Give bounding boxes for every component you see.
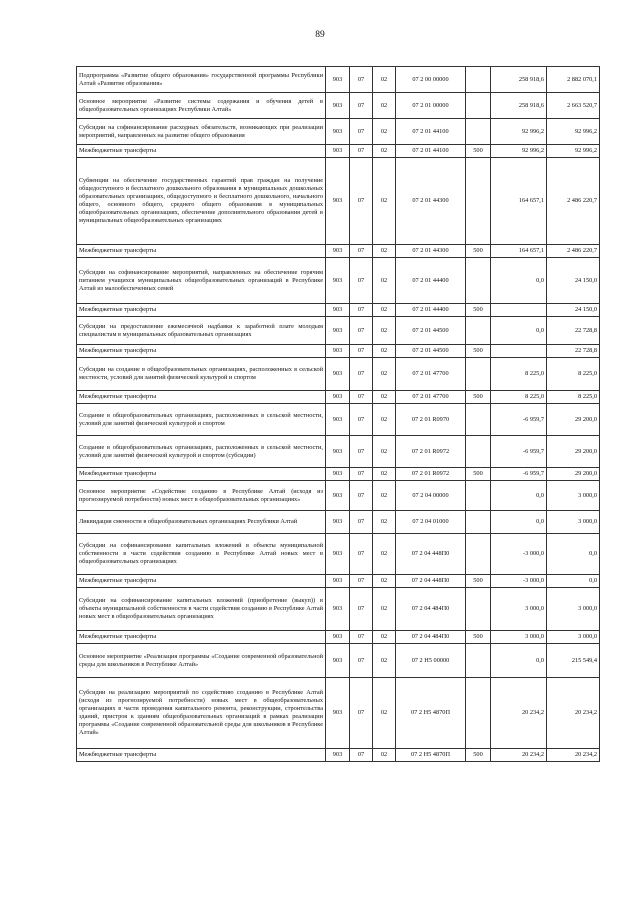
row-amount-total-cell: 2 882 070,1	[547, 67, 600, 93]
table-row	[77, 258, 600, 304]
table-row	[77, 678, 600, 749]
row-target-article-cell: 07 2 04 448П0	[396, 534, 466, 575]
row-subsection-cell: 02	[373, 317, 396, 345]
table-row	[77, 67, 600, 93]
row-subsection-cell: 02	[373, 245, 396, 258]
row-expense-type-cell	[466, 358, 491, 391]
row-expense-type-cell	[466, 644, 491, 678]
row-amount-total-cell: 29 200,0	[547, 436, 600, 468]
row-amount-change-cell: 20 234,2	[491, 749, 547, 762]
row-amount-change-cell	[491, 345, 547, 358]
row-admin-code-cell: 903	[326, 575, 350, 588]
row-subsection-cell: 02	[373, 749, 396, 762]
row-amount-change-cell: -3 000,0	[491, 534, 547, 575]
row-target-article-cell: 07 2 04 01000	[396, 511, 466, 534]
row-admin-code-cell: 903	[326, 358, 350, 391]
table-row	[77, 749, 600, 762]
table-row	[77, 317, 600, 345]
row-amount-total-cell: 2 486 220,7	[547, 158, 600, 245]
table-row	[77, 631, 600, 644]
row-admin-code-cell: 903	[326, 511, 350, 534]
row-amount-total-cell: 215 549,4	[547, 644, 600, 678]
row-subsection-cell: 02	[373, 534, 396, 575]
row-amount-total-cell: 8 225,0	[547, 391, 600, 404]
table-row	[77, 436, 600, 468]
row-section-cell: 07	[350, 93, 373, 119]
row-expense-type-cell	[466, 588, 491, 631]
row-name-cell: Субсидии на софинансирование расходных обязательств, возникающих при реализации мероприятий, направленных на развитие общего образования	[77, 119, 326, 145]
table-row	[77, 511, 600, 534]
row-expense-type-cell	[466, 67, 491, 93]
row-admin-code-cell: 903	[326, 258, 350, 304]
row-amount-change-cell: -6 959,7	[491, 468, 547, 481]
row-target-article-cell: 07 2 01 44300	[396, 245, 466, 258]
row-section-cell: 07	[350, 67, 373, 93]
table-body	[77, 67, 600, 762]
table-row	[77, 245, 600, 258]
row-section-cell: 07	[350, 145, 373, 158]
row-name-cell: Межбюджетные трансферты	[77, 468, 326, 481]
row-name-cell: Межбюджетные трансферты	[77, 245, 326, 258]
row-section-cell: 07	[350, 258, 373, 304]
row-amount-change-cell: 258 918,6	[491, 67, 547, 93]
row-section-cell: 07	[350, 588, 373, 631]
row-section-cell: 07	[350, 345, 373, 358]
row-subsection-cell: 02	[373, 345, 396, 358]
row-admin-code-cell: 903	[326, 644, 350, 678]
row-amount-change-cell: 0,0	[491, 511, 547, 534]
row-admin-code-cell: 903	[326, 468, 350, 481]
row-expense-type-cell: 500	[466, 245, 491, 258]
row-target-article-cell: 07 2 01 44400	[396, 258, 466, 304]
table-row	[77, 119, 600, 145]
row-name-cell: Создание в общеобразовательных организациях, расположенных в сельской местности, условий для занятий физической культурой и спортом (субсидии)	[77, 436, 326, 468]
row-admin-code-cell: 903	[326, 391, 350, 404]
row-expense-type-cell	[466, 93, 491, 119]
table-row	[77, 158, 600, 245]
row-name-cell: Межбюджетные трансферты	[77, 391, 326, 404]
row-target-article-cell: 07 2 01 00000	[396, 93, 466, 119]
row-target-article-cell: 07 2 Н5 00000	[396, 644, 466, 678]
row-expense-type-cell	[466, 119, 491, 145]
row-admin-code-cell: 903	[326, 317, 350, 345]
row-section-cell: 07	[350, 534, 373, 575]
row-expense-type-cell	[466, 258, 491, 304]
row-amount-total-cell: 92 996,2	[547, 119, 600, 145]
row-subsection-cell: 02	[373, 258, 396, 304]
row-admin-code-cell: 903	[326, 749, 350, 762]
table-row	[77, 391, 600, 404]
row-amount-total-cell: 3 000,0	[547, 481, 600, 511]
row-amount-change-cell: 8 225,0	[491, 358, 547, 391]
row-subsection-cell: 02	[373, 93, 396, 119]
row-expense-type-cell	[466, 511, 491, 534]
row-amount-change-cell: -3 000,0	[491, 575, 547, 588]
row-subsection-cell: 02	[373, 436, 396, 468]
row-expense-type-cell: 500	[466, 575, 491, 588]
row-section-cell: 07	[350, 391, 373, 404]
row-target-article-cell: 07 2 01 47700	[396, 391, 466, 404]
row-expense-type-cell	[466, 436, 491, 468]
row-name-cell: Субсидии на реализацию мероприятий по содействию созданию в Республике Алтай (исходя из прогнозируемой потребности) новых мест в общеобразовательных организациях в части проведения капитального ремонта, реконструкции, строительства зданий, пристроя к зданиям общеобразовательных организаций в рамках реализации программы «Создание современной образовательной среды для школьников в Республике Алтай»	[77, 678, 326, 749]
row-amount-change-cell: 0,0	[491, 258, 547, 304]
row-section-cell: 07	[350, 644, 373, 678]
row-name-cell: Субсидии на софинансирование капитальных вложений (приобретение (выкуп)) в объекты муниципальной собственности в части содействия созданию в Республике Алтай новых мест в общеобразовательных организациях	[77, 588, 326, 631]
row-target-article-cell: 07 2 01 R0970	[396, 404, 466, 436]
row-amount-change-cell: -6 959,7	[491, 436, 547, 468]
table-row	[77, 481, 600, 511]
row-name-cell: Межбюджетные трансферты	[77, 631, 326, 644]
row-admin-code-cell: 903	[326, 631, 350, 644]
row-admin-code-cell: 903	[326, 404, 350, 436]
row-amount-total-cell: 0,0	[547, 534, 600, 575]
row-name-cell: Межбюджетные трансферты	[77, 575, 326, 588]
row-amount-change-cell: 3 000,0	[491, 631, 547, 644]
row-section-cell: 07	[350, 245, 373, 258]
row-subsection-cell: 02	[373, 481, 396, 511]
row-target-article-cell: 07 2 Н5 4870П	[396, 749, 466, 762]
row-name-cell: Субсидии на создание в общеобразовательных организациях, расположенных в сельской местности, условий для занятий физической культурой и спортом	[77, 358, 326, 391]
row-amount-change-cell: 3 000,0	[491, 588, 547, 631]
row-amount-change-cell: 0,0	[491, 481, 547, 511]
row-expense-type-cell	[466, 404, 491, 436]
row-section-cell: 07	[350, 358, 373, 391]
row-name-cell: Подпрограмма «Развитие общего образования» государственной программы Республики Алтай «Развитие образования»	[77, 67, 326, 93]
row-amount-total-cell: 3 000,0	[547, 511, 600, 534]
row-subsection-cell: 02	[373, 575, 396, 588]
row-target-article-cell: 07 2 00 00000	[396, 67, 466, 93]
row-admin-code-cell: 903	[326, 145, 350, 158]
row-admin-code-cell: 903	[326, 245, 350, 258]
row-subsection-cell: 02	[373, 67, 396, 93]
row-target-article-cell: 07 2 01 47700	[396, 358, 466, 391]
row-admin-code-cell: 903	[326, 588, 350, 631]
row-section-cell: 07	[350, 575, 373, 588]
row-subsection-cell: 02	[373, 358, 396, 391]
row-admin-code-cell: 903	[326, 158, 350, 245]
row-target-article-cell: 07 2 01 44300	[396, 158, 466, 245]
row-section-cell: 07	[350, 631, 373, 644]
table-row	[77, 93, 600, 119]
row-amount-change-cell: 164 657,1	[491, 245, 547, 258]
table-row	[77, 404, 600, 436]
row-name-cell: Субсидии на предоставление ежемесячной надбавки к заработной плате молодым специалистам в муниципальных образовательных организациях	[77, 317, 326, 345]
row-amount-total-cell: 8 225,0	[547, 358, 600, 391]
row-amount-change-cell: 92 996,2	[491, 145, 547, 158]
row-subsection-cell: 02	[373, 145, 396, 158]
row-amount-change-cell: 20 234,2	[491, 678, 547, 749]
budget-table	[76, 66, 600, 762]
row-amount-change-cell: 92 996,2	[491, 119, 547, 145]
row-expense-type-cell	[466, 678, 491, 749]
row-expense-type-cell: 500	[466, 468, 491, 481]
table-row	[77, 145, 600, 158]
row-name-cell: Межбюджетные трансферты	[77, 304, 326, 317]
row-admin-code-cell: 903	[326, 534, 350, 575]
row-section-cell: 07	[350, 404, 373, 436]
row-subsection-cell: 02	[373, 678, 396, 749]
table-row	[77, 345, 600, 358]
row-name-cell: Субсидии на софинансирование капитальных вложений в объекты муниципальной собственности в части содействия созданию в Республике Алтай новых мест в общеобразовательных организациях	[77, 534, 326, 575]
row-expense-type-cell: 500	[466, 145, 491, 158]
row-expense-type-cell	[466, 481, 491, 511]
row-admin-code-cell: 903	[326, 67, 350, 93]
row-target-article-cell: 07 2 01 44100	[396, 145, 466, 158]
row-amount-total-cell: 20 234,2	[547, 678, 600, 749]
row-name-cell: Основное мероприятие «Содействие созданию в Республике Алтай (исходя из прогнозируемой потребности) новых мест в общеобразовательных организациях»	[77, 481, 326, 511]
row-target-article-cell: 07 2 01 44500	[396, 345, 466, 358]
row-section-cell: 07	[350, 158, 373, 245]
row-name-cell: Основное мероприятие «Реализация программы «Создание современной образовательной среды для школьников в Республике Алтай»	[77, 644, 326, 678]
row-subsection-cell: 02	[373, 304, 396, 317]
row-amount-total-cell: 20 234,2	[547, 749, 600, 762]
row-amount-change-cell: 0,0	[491, 317, 547, 345]
row-name-cell: Субсидии на софинансирование мероприятий, направленных на обеспечение горячим питанием учащихся муниципальных общеобразовательных организаций в Республике Алтай из малообеспеченных семей	[77, 258, 326, 304]
table-row	[77, 588, 600, 631]
row-target-article-cell: 07 2 04 484П0	[396, 588, 466, 631]
row-name-cell: Создание в общеобразовательных организациях, расположенных в сельской местности, условий для занятий физической культурой и спортом	[77, 404, 326, 436]
row-amount-total-cell: 29 200,0	[547, 404, 600, 436]
row-expense-type-cell	[466, 158, 491, 245]
row-section-cell: 07	[350, 317, 373, 345]
table-row	[77, 358, 600, 391]
table-row	[77, 468, 600, 481]
row-section-cell: 07	[350, 749, 373, 762]
row-target-article-cell: 07 2 01 R0972	[396, 436, 466, 468]
row-amount-total-cell: 2 486 220,7	[547, 245, 600, 258]
table-row	[77, 304, 600, 317]
row-amount-change-cell: 164 657,1	[491, 158, 547, 245]
row-expense-type-cell: 500	[466, 631, 491, 644]
table-row	[77, 534, 600, 575]
row-expense-type-cell	[466, 317, 491, 345]
row-subsection-cell: 02	[373, 588, 396, 631]
row-section-cell: 07	[350, 119, 373, 145]
row-expense-type-cell: 500	[466, 345, 491, 358]
row-amount-change-cell: 258 918,6	[491, 93, 547, 119]
row-section-cell: 07	[350, 304, 373, 317]
row-target-article-cell: 07 2 04 484П0	[396, 631, 466, 644]
row-admin-code-cell: 903	[326, 345, 350, 358]
row-amount-change-cell: 8 225,0	[491, 391, 547, 404]
row-subsection-cell: 02	[373, 119, 396, 145]
row-name-cell: Межбюджетные трансферты	[77, 749, 326, 762]
row-name-cell: Межбюджетные трансферты	[77, 145, 326, 158]
row-section-cell: 07	[350, 511, 373, 534]
row-amount-total-cell: 2 663 520,7	[547, 93, 600, 119]
row-subsection-cell: 02	[373, 644, 396, 678]
row-admin-code-cell: 903	[326, 678, 350, 749]
row-target-article-cell: 07 2 01 44100	[396, 119, 466, 145]
row-target-article-cell: 07 2 01 44400	[396, 304, 466, 317]
row-subsection-cell: 02	[373, 158, 396, 245]
row-amount-total-cell: 92 996,2	[547, 145, 600, 158]
row-amount-change-cell: 0,0	[491, 644, 547, 678]
row-admin-code-cell: 903	[326, 436, 350, 468]
table-row	[77, 644, 600, 678]
row-section-cell: 07	[350, 468, 373, 481]
row-expense-type-cell: 500	[466, 304, 491, 317]
row-amount-total-cell: 22 728,8	[547, 345, 600, 358]
row-admin-code-cell: 903	[326, 481, 350, 511]
row-amount-change-cell: -6 959,7	[491, 404, 547, 436]
row-expense-type-cell: 500	[466, 391, 491, 404]
row-amount-total-cell: 3 000,0	[547, 631, 600, 644]
table-row	[77, 575, 600, 588]
page-number: 89	[315, 30, 325, 40]
row-admin-code-cell: 903	[326, 93, 350, 119]
row-subsection-cell: 02	[373, 391, 396, 404]
row-name-cell: Межбюджетные трансферты	[77, 345, 326, 358]
row-admin-code-cell: 903	[326, 304, 350, 317]
row-target-article-cell: 07 2 Н5 4870П	[396, 678, 466, 749]
row-amount-total-cell: 3 000,0	[547, 588, 600, 631]
row-name-cell: Основное мероприятие «Развитие системы содержания и обучения детей в общеобразовательных организациях Республики Алтай»	[77, 93, 326, 119]
row-subsection-cell: 02	[373, 404, 396, 436]
row-amount-total-cell: 24 150,0	[547, 304, 600, 317]
row-subsection-cell: 02	[373, 631, 396, 644]
row-name-cell: Субвенции на обеспечение государственных гарантий прав граждан на получение общедоступного и бесплатного дошкольного образования в муниципальных дошкольных образовательных организациях, общедоступного и бесплатного дошкольного, начального общего, основного общего, среднего общего образования в муниципальных общеобразовательных организациях, обеспечение дополнительного образования детей в муниципальных общеобразовательных организациях	[77, 158, 326, 245]
row-amount-total-cell: 22 728,8	[547, 317, 600, 345]
row-section-cell: 07	[350, 436, 373, 468]
row-section-cell: 07	[350, 678, 373, 749]
row-section-cell: 07	[350, 481, 373, 511]
row-target-article-cell: 07 2 04 448П0	[396, 575, 466, 588]
row-subsection-cell: 02	[373, 511, 396, 534]
row-admin-code-cell: 903	[326, 119, 350, 145]
row-expense-type-cell: 500	[466, 749, 491, 762]
row-target-article-cell: 07 2 04 00000	[396, 481, 466, 511]
row-amount-total-cell: 0,0	[547, 575, 600, 588]
row-expense-type-cell	[466, 534, 491, 575]
row-amount-total-cell: 29 200,0	[547, 468, 600, 481]
row-amount-total-cell: 24 150,0	[547, 258, 600, 304]
row-name-cell: Ликвидация сменности в общеобразовательных организациях Республики Алтай	[77, 511, 326, 534]
row-subsection-cell: 02	[373, 468, 396, 481]
row-target-article-cell: 07 2 01 44500	[396, 317, 466, 345]
row-amount-change-cell	[491, 304, 547, 317]
row-target-article-cell: 07 2 01 R0972	[396, 468, 466, 481]
